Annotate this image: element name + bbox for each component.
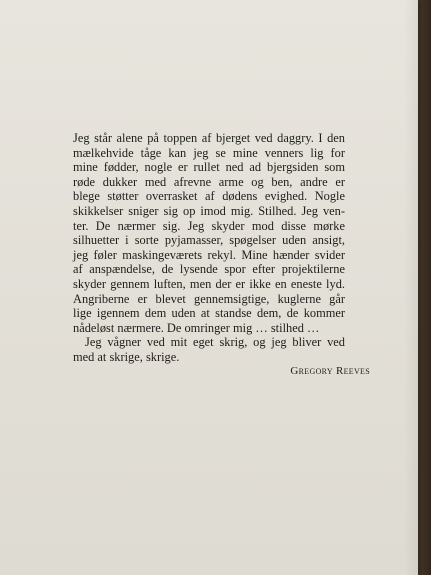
passage-line: jeg føler maskingeværets rekyl. Mine hænder svider [73,247,345,262]
passage-line: nådeløst nærmere. De omringer mig … stilhed … [73,320,320,335]
passage-line: mine fødder, nogle er rullet ned ad bjergsiden som [73,160,345,175]
passage-line: Angriberne er blevet gennemsigtige, kuglerne går [73,291,345,306]
passage-text [73,131,345,365]
author-signature: Gregory Reeves [290,365,370,377]
passage-line: røde dukker med afrevne arme og ben, andre er [73,174,345,189]
passage-line: ter. De nærmer sig. Jeg skyder mod disse mørke [73,218,345,233]
passage-line: med at skrige, skrige. [73,349,180,364]
passage-line: Jeg vågner ved mit eget skrig, og jeg bliver ved [85,335,345,350]
passage-line: skikkelser sniger sig op imod mig. Stilhed. Jeg ven- [73,203,345,218]
passage-line: skyder gennem luften, men der er ikke en eneste lyd. [73,276,345,291]
passage-line: silhuetter i sorte pyjamasser, spøgelser uden ansigt, [73,233,345,248]
passage-line: blege støtter overrasket af dødens evighed. Nogle [73,189,345,204]
passage-line: mælkehvide tåge kan jeg se mine venners lig for [73,145,345,160]
passage-line: af anspændelse, de lysende spor efter projektilerne [73,262,345,277]
passage-line: lige igennem dem uden at standse dem, de kommer [73,306,345,321]
passage-line: Jeg står alene på toppen af bjerget ved daggry. I den [73,131,345,145]
